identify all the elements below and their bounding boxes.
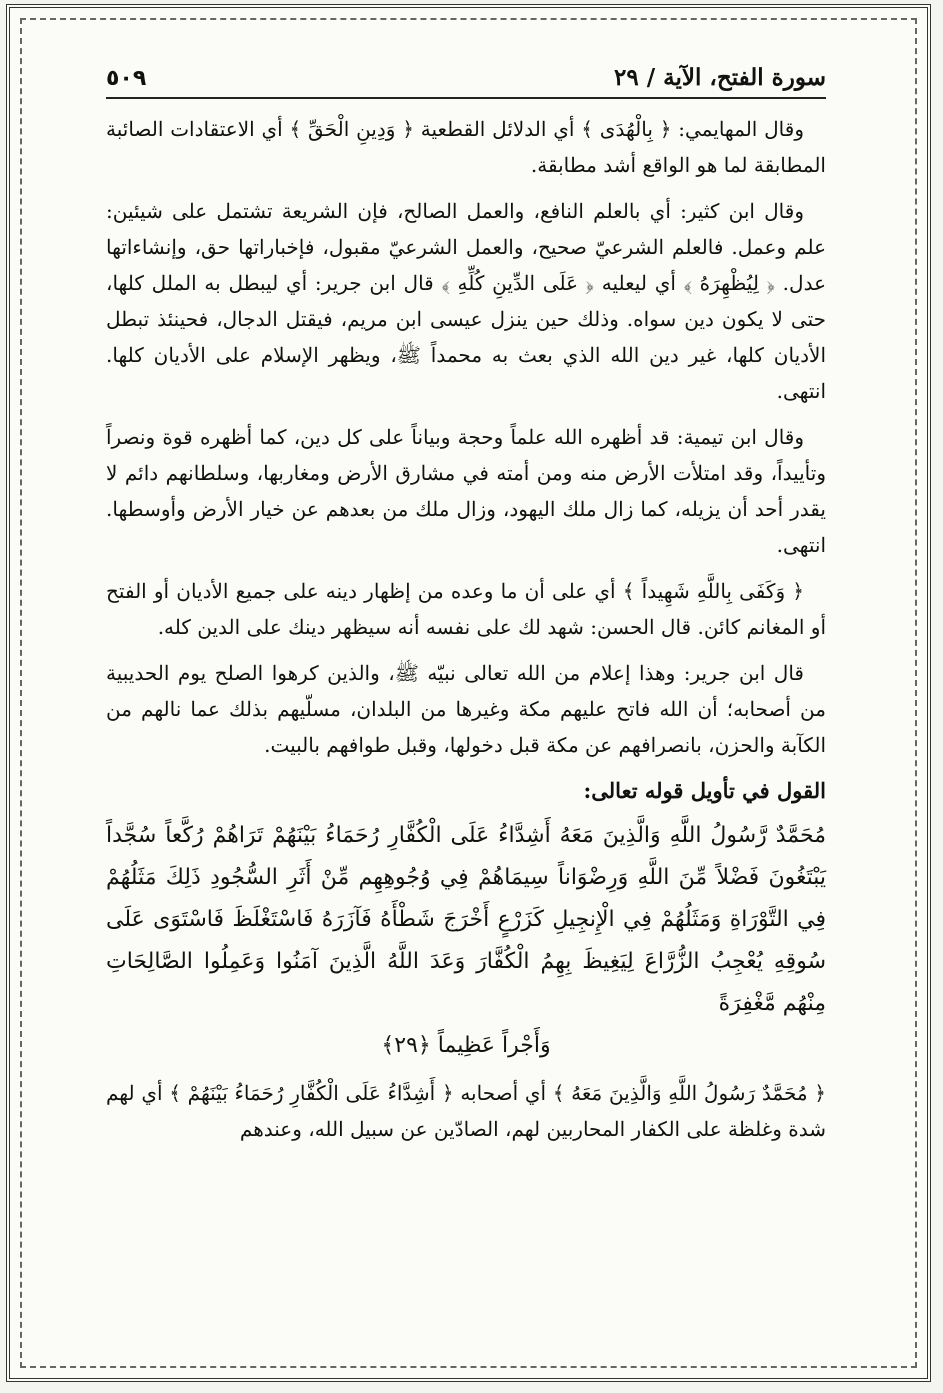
paragraph-ibn-jarir: قال ابن جرير: وهذا إعلام من الله تعالى نبيّه ﷺ، والذين كرهوا الصلح يوم الحديبية من أصحابه؛ أن الله فاتح عليهم مكة وغيرها من البلدان، مسلّيهم بذلك عما نالهم من الكآبة والحزن، بانصرافهم عن مكة قبل دخولها، وقبل طوافهم بالبيت. — [106, 661, 826, 757]
page-number: ٥٠٩ — [106, 66, 147, 91]
paragraph-muhayimi: وقال المهايمي: ﴿ بِالْهُدَى ﴾ أي الدلائل القطعية ﴿ وَدِينِ الْحَقِّ ﴾ أي الاعتقادات الصائبة المطابقة لما هو الواقع أشد مطابقة. — [106, 117, 826, 177]
verse-end: وَأَجْراً عَظِيماً ﴿٢٩﴾ — [381, 1033, 551, 1058]
running-header — [106, 64, 826, 99]
paragraph-ibn-kathir: وقال ابن كثير: أي بالعلم النافع، والعمل الصالح، فإن الشريعة تشتمل على شيئين: علم وعمل. فالعلم الشرعيّ صحيح، والعمل الشرعيّ مقبول، فإخباراتها حق، وإنشاءاتها عدل. ﴿ لِيُظْهِرَهُ ﴾ أي ليعليه ﴿ عَلَى الدِّينِ كُلِّهِ ﴾ قال ابن جرير: أي ليبطل به الملل كلها، حتى لا يكون دين سواه. وذلك حين ينزل عيسى ابن مريم، فيقتل الدجال، فحينئذ تبطل الأديان كلها، غير دين الله الذي بعث به محمداً ﷺ، ويظهر الإسلام على الأديان كلها. انتهى. — [106, 199, 826, 403]
paragraph-commentary: ﴿ مُحَمَّدٌ رَسُولُ اللَّهِ وَالَّذِينَ مَعَهُ ﴾ أي أصحابه ﴿ أَشِدَّاءُ عَلَى الْكُفَّارِ رُحَمَاءُ بَيْنَهُمْ ﴾ أي لهم شدة وغلظة على الكفار المحاربين لهم، الصادّين عن سبيل الله، وعندهم — [106, 1081, 826, 1141]
quran-verse — [106, 815, 826, 1067]
page-content — [106, 64, 826, 1157]
page-frame — [6, 4, 931, 1382]
header-title: سورة الفتح، الآية / ٢٩ — [614, 64, 826, 91]
paragraph-ibn-taymiyya: وقال ابن تيمية: قد أظهره الله علماً وحجة وبياناً على كل دين، كما أظهره قوة ونصراً وتأييداً، وقد امتلأت الأرض منه ومن أمته في مشارق الأرض ومغاربها، وسلطانهم دائم لا يقدر أحد أن يزيله، كما زال ملك اليهود، وزال ملك من بعدهم عن خيار الأرض وأوسطها. انتهى. — [106, 425, 826, 557]
paragraph-kafa-billah: ﴿ وَكَفَى بِاللَّهِ شَهِيداً ﴾ أي على أن ما وعده من إظهار دينه على جميع الأديان أو الفتح أو المغانم كائن. قال الحسن: شهد لك على نفسه أنه سيظهر دينك على الدين كله. — [106, 579, 826, 639]
section-heading: القول في تأويل قوله تعالى: — [583, 778, 826, 803]
verse-text: مُحَمَّدٌ رَّسُولُ اللَّهِ وَالَّذِينَ مَعَهُ أَشِدَّاءُ عَلَى الْكُفَّارِ رُحَمَاءُ بَيْنَهُمْ تَرَاهُمْ رُكَّعاً سُجَّداً يَبْتَغُونَ فَضْلاً مِّنَ اللَّهِ وَرِضْوَاناً سِيمَاهُمْ فِي وُجُوهِهِم مِّنْ أَثَرِ السُّجُودِ ذَلِكَ مَثَلُهُمْ فِي التَّوْرَاةِ وَمَثَلُهُمْ فِي الْإِنجِيلِ كَزَرْعٍ أَخْرَجَ شَطْأَهُ فَآزَرَهُ فَاسْتَغْلَظَ فَاسْتَوَى عَلَى سُوقِهِ يُعْجِبُ الزُّرَّاعَ لِيَغِيظَ بِهِمُ الْكُفَّارَ وَعَدَ اللَّهُ الَّذِينَ آمَنُوا وَعَمِلُوا الصَّالِحَاتِ مِنْهُم مَّغْفِرَةً — [106, 823, 826, 1016]
